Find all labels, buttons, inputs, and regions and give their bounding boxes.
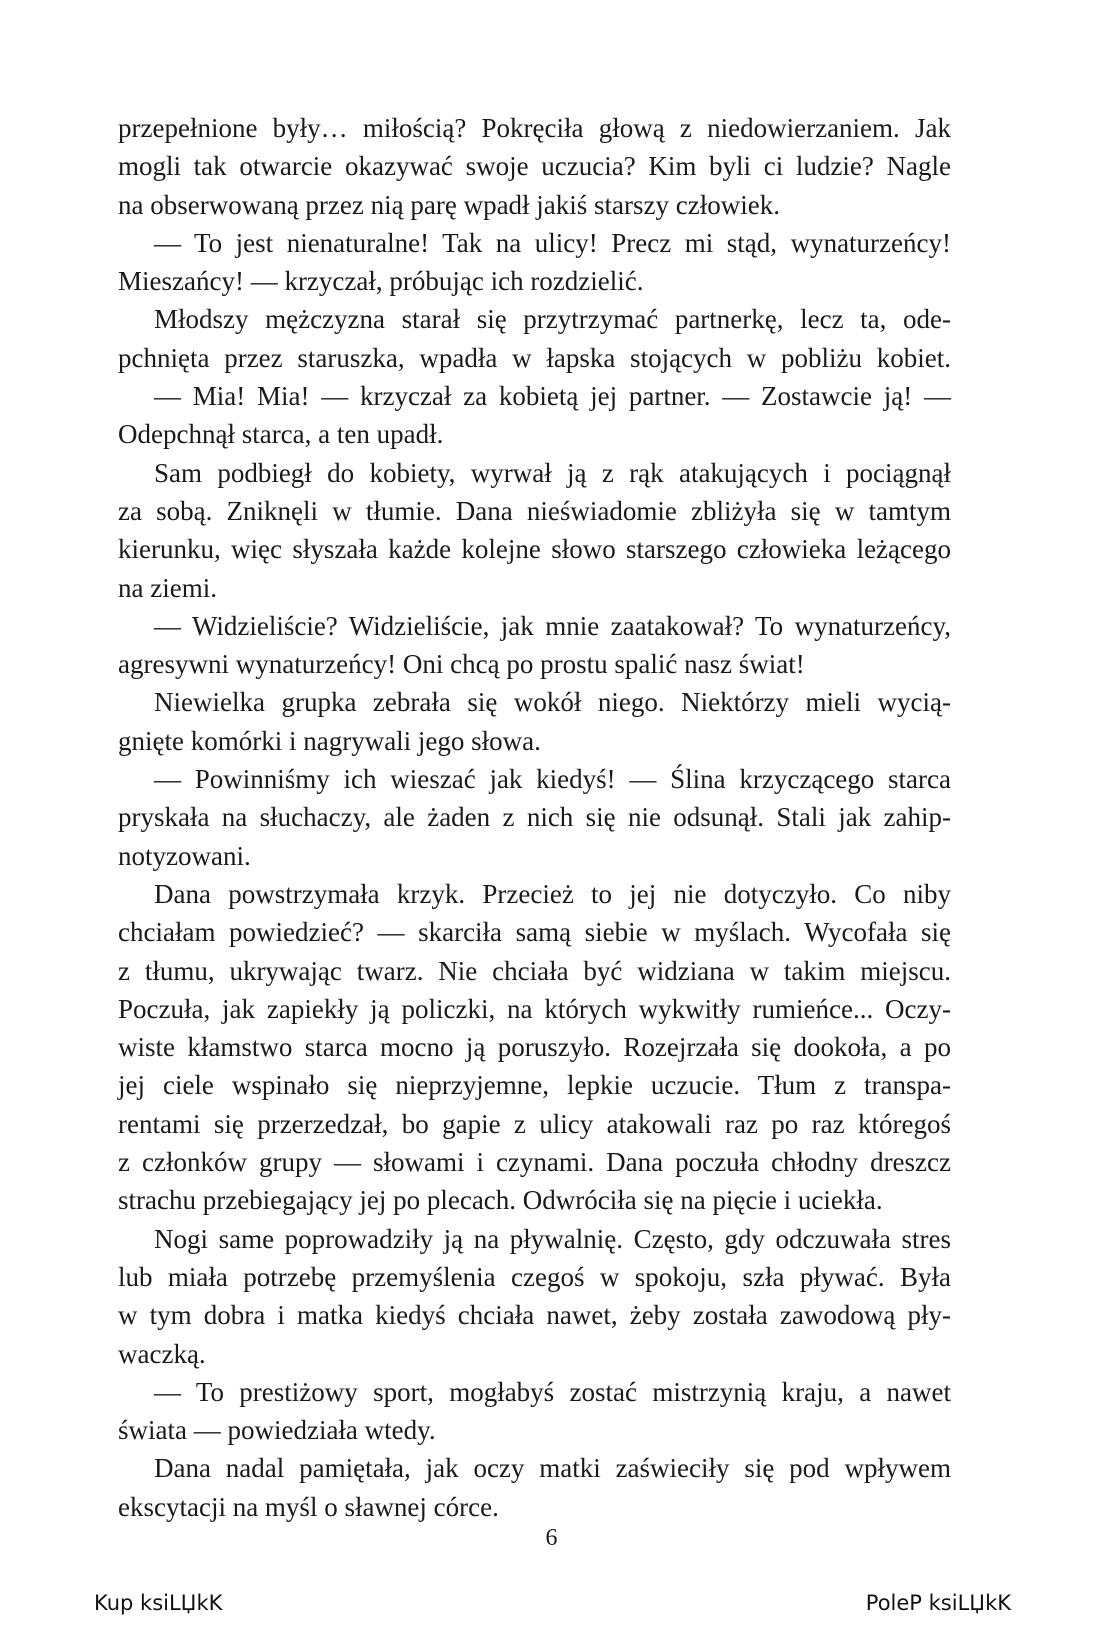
text-line: z członków grupy — słowami i czynami. Dana poczuła chłodny dreszcz: [118, 1147, 951, 1178]
text-line: Młodszy mężczyzna starał się przytrzymać partnerkę, lecz ta, ode-: [154, 304, 951, 335]
text-line: pryskała na słuchaczy, ale żaden z nich się nie odsunął. Stali jak zahip-: [118, 802, 951, 833]
text-line: na obserwowaną przez nią parę wpadł jakiś starszy człowiek.: [118, 189, 780, 220]
page-number: 6: [545, 1525, 558, 1551]
text-line: kierunku, więc słyszała każde kolejne słowo starszego człowieka leżącego: [118, 534, 951, 565]
text-line: świata — powiedziała wtedy.: [118, 1415, 436, 1446]
text-line: przepełnione były… miłością? Pokręciła głową z niedowierzaniem. Jak: [118, 113, 951, 143]
text-line: Niewielka grupka zebrała się wokół niego. Niektórzy mieli wycią-: [154, 687, 951, 718]
text-line: lub miała potrzebę przemyślenia czegoś w spokoju, szła pływać. Była: [118, 1261, 951, 1292]
text-line: Mieszańcy! — krzyczał, próbując ich rozdzielić.: [118, 266, 644, 297]
text-line: agresywni wynaturzeńcy! Oni chcą po prostu spalić nasz świat!: [118, 649, 805, 680]
text-line: Dana powstrzymała krzyk. Przecież to jej nie dotyczyło. Co niby: [154, 878, 951, 909]
text-line: na ziemi.: [118, 572, 217, 603]
text-line: — Powinniśmy ich wieszać jak kiedyś! — Ślina krzyczącego starca: [154, 764, 951, 795]
text-line: notyzowani.: [118, 840, 251, 871]
buy-book-link[interactable]: Kup ksiLЏkK: [94, 1591, 223, 1615]
text-line: chciałam powiedzieć? — skarciła samą siebie w myślach. Wycofała się: [118, 917, 951, 948]
text-line: pchnięta przez staruszka, wpadła w łapska stojących w pobliżu kobiet.: [118, 342, 951, 373]
text-line: Odepchnął starca, a ten upadł.: [118, 419, 444, 450]
text-line: strachu przebiegający jej po plecach. Odwróciła się na pięcie i uciekła.: [118, 1185, 883, 1216]
text-line: Sam podbiegł do kobiety, wyrwał ją z rąk atakujących i pociągnął: [154, 457, 951, 488]
text-line: Dana nadal pamiętała, jak oczy matki zaświeciły się pod wpływem: [154, 1453, 951, 1484]
text-line: w tym dobra i matka kiedyś chciała nawet, żeby została zawodową pły-: [118, 1300, 951, 1331]
text-line: za sobą. Zniknęli w tłumie. Dana nieświadomie zbliżyła się w tamtym: [118, 495, 951, 526]
text-line: — To jest nienaturalne! Tak na ulicy! Precz mi stąd, wynaturzeńcy!: [154, 227, 951, 258]
page-body-text: [118, 109, 951, 1526]
text-line: mogli tak otwarcie okazywać swoje uczucia? Kim byli ci ludzie? Nagle: [118, 151, 951, 182]
text-line: — Mia! Mia! — krzyczał za kobietą jej partner. — Zostawcie ją! —: [154, 381, 951, 412]
text-line: jej ciele wspinało się nieprzyjemne, lepkie uczucie. Tłum z transpa-: [118, 1070, 951, 1101]
text-line: gnięte komórki i nagrywali jego słowa.: [118, 725, 541, 756]
recommend-book-link[interactable]: PoleP ksiLЏkK: [865, 1591, 1011, 1615]
text-line: waczką.: [118, 1338, 206, 1369]
text-line: rentami się przerzedzał, bo gapie z ulicy atakowali raz po raz któregoś: [118, 1108, 951, 1139]
text-line: ekscytacji na myśl o sławnej córce.: [118, 1491, 499, 1522]
text-line: — Widzieliście? Widzieliście, jak mnie zaatakował? To wynaturzeńcy,: [154, 610, 951, 641]
text-line: Poczuła, jak zapiekły ją policzki, na których wykwitły rumieńce... Oczy-: [118, 993, 951, 1024]
text-line: Nogi same poprowadziły ją na pływalnię. Często, gdy odczuwała stres: [154, 1223, 951, 1254]
text-line: — To prestiżowy sport, mogłabyś zostać mistrzynią kraju, a nawet: [154, 1376, 951, 1407]
text-line: z tłumu, ukrywając twarz. Nie chciała być widziana w takim miejscu.: [118, 955, 951, 986]
text-line: wiste kłamstwo starca mocno ją poruszyło. Rozejrzała się dookoła, a po: [118, 1032, 951, 1063]
